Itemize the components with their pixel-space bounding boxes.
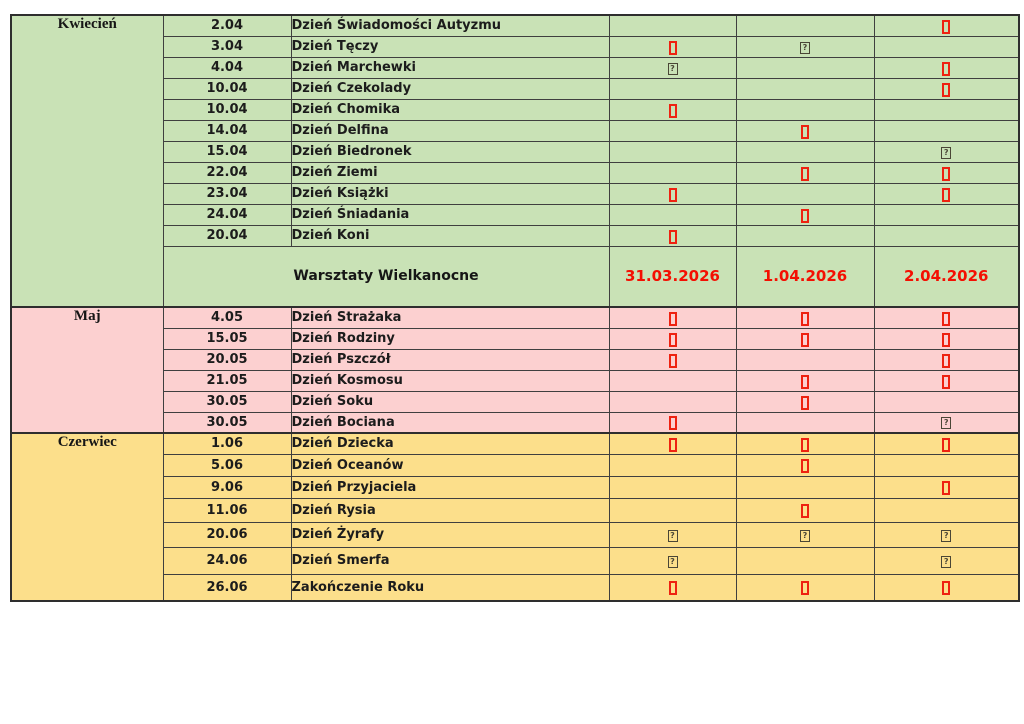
- event-name-cell: Dzień Delfina: [291, 120, 609, 141]
- event-name-cell: Dzień Smerfa: [291, 547, 609, 574]
- mark-cell: [874, 36, 1019, 57]
- missing-emoji-icon: [669, 188, 677, 202]
- mark-cell: [736, 204, 874, 225]
- missing-emoji-icon: [801, 209, 809, 223]
- event-row: [11, 522, 1019, 547]
- mark-cell: [609, 141, 736, 162]
- date-cell: 15.04: [163, 141, 291, 162]
- mark-cell: [874, 574, 1019, 601]
- mark-cell: [874, 454, 1019, 476]
- mark-cell: [736, 498, 874, 522]
- event-row: [11, 36, 1019, 57]
- mark-cell: [609, 476, 736, 498]
- unknown-char-icon: ?: [668, 530, 678, 542]
- month-cell: Czerwiec: [11, 433, 163, 601]
- mark-cell: [874, 162, 1019, 183]
- missing-emoji-icon: [942, 20, 950, 34]
- date-cell: 5.06: [163, 454, 291, 476]
- mark-cell: [874, 99, 1019, 120]
- date-cell: 3.04: [163, 36, 291, 57]
- missing-emoji-icon: [801, 167, 809, 181]
- date-cell: 30.05: [163, 391, 291, 412]
- date-cell: 20.06: [163, 522, 291, 547]
- event-name-cell: Dzień Tęczy: [291, 36, 609, 57]
- unknown-char-icon: ?: [941, 147, 951, 159]
- mark-cell: [736, 370, 874, 391]
- missing-emoji-icon: [942, 333, 950, 347]
- missing-emoji-icon: [669, 104, 677, 118]
- missing-emoji-icon: [801, 438, 809, 452]
- date-cell: 21.05: [163, 370, 291, 391]
- mark-cell: [609, 120, 736, 141]
- missing-emoji-icon: [942, 581, 950, 595]
- month-cell: Maj: [11, 307, 163, 433]
- mark-cell: [874, 370, 1019, 391]
- event-name-cell: Dzień Rysia: [291, 498, 609, 522]
- missing-emoji-icon: [942, 62, 950, 76]
- missing-emoji-icon: [942, 375, 950, 389]
- missing-emoji-icon: [801, 581, 809, 595]
- mark-cell: [736, 120, 874, 141]
- mark-cell: [609, 307, 736, 328]
- event-name-cell: Dzień Świadomości Autyzmu: [291, 15, 609, 36]
- missing-emoji-icon: [942, 188, 950, 202]
- mark-cell: [609, 433, 736, 454]
- mark-cell: [609, 412, 736, 433]
- mark-cell: [609, 225, 736, 246]
- event-row: [11, 574, 1019, 601]
- unknown-char-icon: ?: [941, 556, 951, 568]
- mark-cell: [609, 15, 736, 36]
- event-row: [11, 183, 1019, 204]
- mark-cell: [609, 204, 736, 225]
- mark-cell: [736, 574, 874, 601]
- event-row: [11, 99, 1019, 120]
- mark-cell: [874, 307, 1019, 328]
- mark-cell: [874, 78, 1019, 99]
- mark-cell: [874, 476, 1019, 498]
- mark-cell: [874, 391, 1019, 412]
- date-cell: 4.04: [163, 57, 291, 78]
- mark-cell: [609, 522, 736, 547]
- date-cell: 9.06: [163, 476, 291, 498]
- mark-cell: [874, 141, 1019, 162]
- event-row: [11, 15, 1019, 36]
- mark-cell: [736, 547, 874, 574]
- event-name-cell: Dzień Koni: [291, 225, 609, 246]
- missing-emoji-icon: [669, 333, 677, 347]
- missing-emoji-icon: [801, 125, 809, 139]
- date-cell: 24.06: [163, 547, 291, 574]
- mark-cell: [736, 349, 874, 370]
- date-cell: 15.05: [163, 328, 291, 349]
- date-cell: 26.06: [163, 574, 291, 601]
- missing-emoji-icon: [669, 312, 677, 326]
- mark-cell: [609, 498, 736, 522]
- mark-cell: [736, 15, 874, 36]
- workshop-date: 31.03.2026: [609, 246, 736, 307]
- mark-cell: [609, 574, 736, 601]
- missing-emoji-icon: [801, 459, 809, 473]
- event-row: [11, 370, 1019, 391]
- mark-cell: [736, 476, 874, 498]
- event-name-cell: Dzień Przyjaciela: [291, 476, 609, 498]
- mark-cell: [736, 433, 874, 454]
- event-row: [11, 391, 1019, 412]
- mark-cell: [874, 433, 1019, 454]
- event-name-cell: Dzień Książki: [291, 183, 609, 204]
- schedule-table: [10, 14, 1020, 602]
- event-row: [11, 141, 1019, 162]
- mark-cell: [609, 454, 736, 476]
- missing-emoji-icon: [801, 333, 809, 347]
- mark-cell: [736, 391, 874, 412]
- mark-cell: [609, 328, 736, 349]
- missing-emoji-icon: [669, 416, 677, 430]
- event-row: [11, 57, 1019, 78]
- mark-cell: [609, 391, 736, 412]
- date-cell: 14.04: [163, 120, 291, 141]
- event-name-cell: Dzień Ziemi: [291, 162, 609, 183]
- date-cell: 4.05: [163, 307, 291, 328]
- mark-cell: [736, 412, 874, 433]
- workshop-date: 1.04.2026: [736, 246, 874, 307]
- event-row: [11, 547, 1019, 574]
- mark-cell: [736, 141, 874, 162]
- date-cell: 1.06: [163, 433, 291, 454]
- event-name-cell: Dzień Oceanów: [291, 454, 609, 476]
- event-name-cell: Dzień Pszczół: [291, 349, 609, 370]
- mark-cell: [874, 328, 1019, 349]
- mark-cell: [609, 78, 736, 99]
- missing-emoji-icon: [801, 504, 809, 518]
- event-name-cell: Dzień Bociana: [291, 412, 609, 433]
- event-name-cell: Dzień Biedronek: [291, 141, 609, 162]
- missing-emoji-icon: [669, 230, 677, 244]
- event-name-cell: Dzień Strażaka: [291, 307, 609, 328]
- event-row: [11, 328, 1019, 349]
- event-name-cell: Zakończenie Roku: [291, 574, 609, 601]
- missing-emoji-icon: [942, 167, 950, 181]
- date-cell: 20.05: [163, 349, 291, 370]
- schedule-body: [11, 15, 1019, 601]
- date-cell: 2.04: [163, 15, 291, 36]
- missing-emoji-icon: [669, 354, 677, 368]
- missing-emoji-icon: [942, 312, 950, 326]
- mark-cell: [736, 522, 874, 547]
- workshop-row: [11, 246, 1019, 307]
- month-cell: Kwiecień: [11, 15, 163, 307]
- event-row: [11, 204, 1019, 225]
- mark-cell: [736, 78, 874, 99]
- mark-cell: [874, 412, 1019, 433]
- mark-cell: [609, 547, 736, 574]
- mark-cell: [874, 15, 1019, 36]
- date-cell: 10.04: [163, 99, 291, 120]
- mark-cell: [736, 454, 874, 476]
- event-row: [11, 307, 1019, 328]
- mark-cell: [609, 99, 736, 120]
- unknown-char-icon: ?: [800, 530, 810, 542]
- mark-cell: [609, 183, 736, 204]
- event-name-cell: Dzień Dziecka: [291, 433, 609, 454]
- mark-cell: [874, 57, 1019, 78]
- missing-emoji-icon: [942, 438, 950, 452]
- mark-cell: [736, 307, 874, 328]
- unknown-char-icon: ?: [941, 417, 951, 429]
- workshop-title: Warsztaty Wielkanocne: [163, 246, 609, 307]
- event-name-cell: Dzień Śniadania: [291, 204, 609, 225]
- mark-cell: [736, 328, 874, 349]
- date-cell: 20.04: [163, 225, 291, 246]
- unknown-char-icon: ?: [941, 530, 951, 542]
- event-row: [11, 498, 1019, 522]
- mark-cell: [874, 547, 1019, 574]
- event-row: [11, 162, 1019, 183]
- mark-cell: [736, 36, 874, 57]
- event-row: [11, 225, 1019, 246]
- date-cell: 22.04: [163, 162, 291, 183]
- date-cell: 30.05: [163, 412, 291, 433]
- mark-cell: [874, 522, 1019, 547]
- unknown-char-icon: ?: [800, 42, 810, 54]
- missing-emoji-icon: [801, 375, 809, 389]
- missing-emoji-icon: [801, 312, 809, 326]
- event-name-cell: Dzień Kosmosu: [291, 370, 609, 391]
- missing-emoji-icon: [942, 354, 950, 368]
- event-name-cell: Dzień Soku: [291, 391, 609, 412]
- mark-cell: [874, 120, 1019, 141]
- missing-emoji-icon: [801, 396, 809, 410]
- date-cell: 11.06: [163, 498, 291, 522]
- date-cell: 24.04: [163, 204, 291, 225]
- unknown-char-icon: ?: [668, 556, 678, 568]
- mark-cell: [609, 349, 736, 370]
- missing-emoji-icon: [669, 438, 677, 452]
- mark-cell: [609, 36, 736, 57]
- event-row: [11, 78, 1019, 99]
- missing-emoji-icon: [942, 481, 950, 495]
- mark-cell: [609, 57, 736, 78]
- mark-cell: [736, 225, 874, 246]
- mark-cell: [609, 162, 736, 183]
- mark-cell: [874, 498, 1019, 522]
- event-name-cell: Dzień Chomika: [291, 99, 609, 120]
- mark-cell: [609, 370, 736, 391]
- event-row: [11, 349, 1019, 370]
- event-name-cell: Dzień Rodziny: [291, 328, 609, 349]
- date-cell: 23.04: [163, 183, 291, 204]
- mark-cell: [736, 57, 874, 78]
- mark-cell: [874, 349, 1019, 370]
- mark-cell: [736, 183, 874, 204]
- event-name-cell: Dzień Marchewki: [291, 57, 609, 78]
- missing-emoji-icon: [669, 581, 677, 595]
- missing-emoji-icon: [942, 83, 950, 97]
- unknown-char-icon: ?: [668, 63, 678, 75]
- workshop-date: 2.04.2026: [874, 246, 1019, 307]
- mark-cell: [874, 183, 1019, 204]
- missing-emoji-icon: [669, 41, 677, 55]
- mark-cell: [736, 162, 874, 183]
- mark-cell: [874, 204, 1019, 225]
- event-name-cell: Dzień Żyrafy: [291, 522, 609, 547]
- mark-cell: [736, 99, 874, 120]
- event-row: [11, 120, 1019, 141]
- event-row: [11, 476, 1019, 498]
- event-row: [11, 412, 1019, 433]
- event-row: [11, 433, 1019, 454]
- event-row: [11, 454, 1019, 476]
- date-cell: 10.04: [163, 78, 291, 99]
- mark-cell: [874, 225, 1019, 246]
- event-name-cell: Dzień Czekolady: [291, 78, 609, 99]
